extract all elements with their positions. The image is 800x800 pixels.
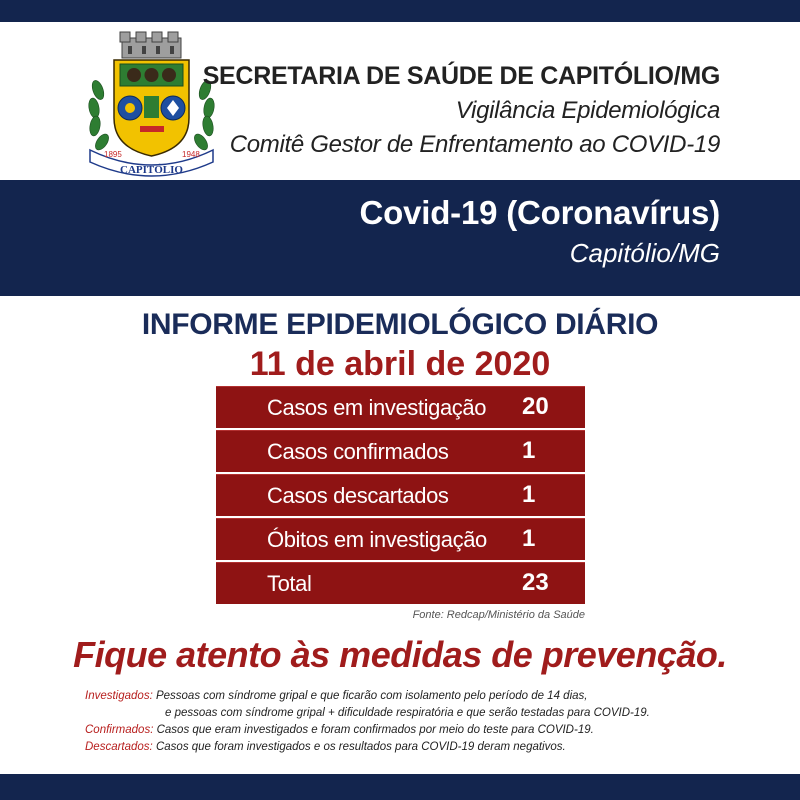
stat-row-descartados (216, 474, 585, 516)
stat-label: Casos descartados (267, 483, 449, 508)
crest-name: CAPITÓLIO (120, 164, 183, 176)
org-subtitle-1: Vigilância Epidemiológica (455, 97, 720, 124)
definition-confirmados (85, 722, 745, 739)
stat-row-obitos (216, 518, 585, 560)
definition-term: Confirmados: (85, 724, 154, 736)
stat-value: 1 (522, 437, 536, 464)
title-banner (0, 180, 800, 296)
banner-subtitle: Capitólio/MG (569, 238, 720, 268)
stat-label: Total (267, 571, 312, 596)
bottom-bar (0, 774, 800, 800)
banner-title: Covid-19 (Coronavírus) (359, 194, 720, 231)
definition-investigados-cont (85, 705, 745, 722)
org-subtitle-2: Comitê Gestor de Enfrentamento ao COVID-19 (229, 131, 720, 158)
crest-year-right: 1948 (182, 150, 200, 159)
definition-text: Pessoas com síndrome gripal e que ficarão com isolamento pelo período de 14 dias, (155, 690, 588, 702)
definition-investigados (85, 688, 745, 705)
definition-text: Casos que foram investigados e os resultados para COVID-19 deram negativos. (155, 741, 566, 753)
prevention-callout: Fique atento às medidas de prevenção. (73, 634, 727, 675)
report-date: 11 de abril de 2020 (249, 345, 551, 383)
report-title: INFORME EPIDEMIOLÓGICO DIÁRIO (141, 308, 659, 341)
stat-row-confirmados (216, 430, 585, 472)
stat-label: Casos em investigação (267, 395, 487, 420)
definition-descartados (85, 739, 745, 756)
coat-of-arms-logo (84, 30, 219, 178)
crest-year-left: 1895 (104, 150, 122, 159)
definition-text: Casos que eram investigados e foram confirmados por meio do teste para COVID-19. (156, 724, 594, 736)
org-title: SECRETARIA DE SAÚDE DE CAPITÓLIO/MG (202, 62, 720, 90)
stats-table (216, 386, 585, 606)
stat-row-total (216, 562, 585, 604)
header-text (203, 62, 720, 159)
stat-value: 23 (522, 569, 549, 596)
stat-value: 20 (522, 393, 549, 420)
definition-term: Descartados: (85, 741, 153, 753)
source-note: Fonte: Redcap/Ministério da Saúde (412, 609, 585, 621)
stat-label: Casos confirmados (267, 439, 449, 464)
stat-row-investigacao (216, 386, 585, 428)
stat-value: 1 (522, 481, 536, 508)
stat-label: Óbitos em investigação (267, 527, 487, 552)
definition-text: e pessoas com síndrome gripal + dificuldade respiratória e que serão testadas para COVID-19. (165, 707, 650, 719)
top-bar (0, 0, 800, 22)
definition-term: Investigados: (85, 690, 153, 702)
stat-value: 1 (522, 525, 536, 552)
definitions (85, 688, 745, 756)
